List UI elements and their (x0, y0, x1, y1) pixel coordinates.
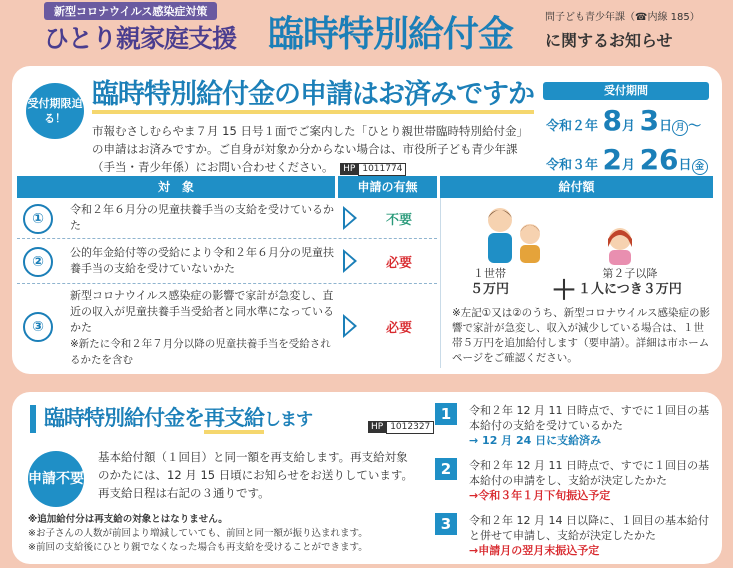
payment-first (470, 266, 509, 298)
resupply-body: 基本給付額（１回目）と同一額を再支給します。再支給対象のかたには、12 月 15 日頃にお知らせをお送りしています。再支給日程は右記の３通りです。 (98, 450, 413, 500)
arrow-icon (343, 206, 357, 230)
row-condition: 令和２年６月分の児童扶養手当の支給を受けているかた (70, 203, 334, 232)
child-illustration (600, 225, 640, 265)
note-3: ※前回の支給後にひとり親でなくなった場合も再支給を受けることができます。 (28, 542, 368, 553)
resupply-hp (365, 414, 434, 434)
arrow-icon (343, 314, 357, 338)
payment-first-label: １世帯 (473, 267, 506, 280)
th-application: 申請の有無 (338, 176, 437, 198)
period-end (546, 143, 708, 176)
intro-text (92, 122, 532, 176)
header-subtitle: ひとり親家庭支援 (44, 24, 237, 53)
th-amount: 給付額 (440, 176, 713, 198)
plus-icon: ＋ (551, 276, 578, 306)
step-number: 1 (435, 403, 457, 425)
payment-second-amount: １人につき３万円 (578, 282, 682, 297)
period-start-weekday: 月 (672, 120, 688, 136)
row-condition-text: 新型コロナウイルス感染症の影響で家計が急変し、直近の収入が児童扶養手当受給者と同水準になっているかた (70, 289, 334, 334)
step-description: 令和２年 12 月 11 日時点で、すでに１回目の基本給付の申請をし、支給が決定したかた (469, 459, 710, 487)
note-2: ※お子さんの人数が前回より増減していても、前回と同一額が振り込まれます。 (28, 528, 368, 539)
payment-note: ※左記①又は②のうち、新型コロナウイルス感染症の影響で家計が急変し、収入が減少している場合は、１世帯５万円を追加給付します（要申請）。詳細は市ホームページをご確認ください。 (452, 307, 710, 364)
period-end-day: 26 (639, 143, 679, 176)
row-number: ② (23, 247, 53, 277)
table-row (17, 284, 437, 368)
row-number: ① (23, 204, 53, 234)
row-need: 必要 (385, 256, 412, 271)
period-start-prefix: 令和２年 (546, 119, 599, 134)
hp-number[interactable]: 1012327 (386, 421, 434, 434)
table-row (17, 198, 437, 239)
deadline-badge: 受付期限迫る！ (26, 83, 84, 139)
section-question-title: 臨時特別給付金の申請はお済みですか (92, 80, 534, 114)
row-condition (70, 288, 335, 368)
step-number: 2 (435, 458, 457, 480)
resupply-title (30, 405, 312, 433)
payment-second-label: 第２子以降 (602, 267, 658, 280)
hp-label: HP (340, 163, 358, 175)
step-result: → 12 月 24 日に支給済み (469, 434, 602, 447)
header (0, 0, 733, 62)
period-start-month: 8 (602, 104, 623, 137)
header-tag: 新型コロナウイルス感染症対策 (44, 2, 217, 20)
step-number: 3 (435, 513, 457, 535)
arrow-icon (343, 249, 357, 273)
period-start-month-unit: 月 (622, 119, 636, 134)
header-notice: に関するお知らせ (545, 31, 673, 50)
row-need: 不要 (385, 213, 412, 228)
row-number: ③ (23, 312, 53, 342)
resupply-notes (28, 513, 428, 555)
intro-body: 市報むさしむらやま７月 15 日号１面でご案内した「ひとり親世帯臨時特別給付金」の申請はお済みですか。ご自身が対象か分からない場合は、市役所子ども青少年課（手当・青少年係）にお問い合わせください。 (92, 124, 528, 174)
step-text (469, 403, 715, 448)
no-application-badge: 申請不要 (28, 451, 84, 507)
page-title: 臨時特別給付金 (268, 14, 514, 55)
header-dept: 問子ども青少年課（☎内線 185） (545, 12, 700, 23)
note-1: ※追加給付分は再支給の対象とはなりません。 (28, 514, 228, 525)
hp-label: HP (368, 421, 386, 433)
step-description: 令和２年 12 月 11 日時点で、すでに１回目の基本給付の支給を受けているかた (469, 404, 710, 432)
row-need: 必要 (385, 321, 412, 336)
row-condition: 公的年金給付等の受給により令和２年６月分の児童扶養手当の支給を受けていないかた (70, 246, 334, 275)
step-result: →申請月の翌月末振込予定 (469, 544, 600, 557)
resupply-title-b: 再支給 (204, 406, 264, 434)
period-end-month: 2 (602, 143, 623, 176)
period-start-day-unit: 日 (659, 119, 673, 134)
period-end-day-unit: 日 (678, 158, 692, 173)
resupply-title-a: 臨時特別給付金を (44, 406, 204, 430)
step-description: 令和２年 12 月 14 日以降に、１回目の基本給付と併せて申請し、支給が決定したかた (469, 514, 709, 542)
period-end-prefix: 令和３年 (546, 158, 599, 173)
step-text (469, 458, 715, 503)
parent-child-illustration (480, 202, 550, 264)
hp-number[interactable]: 1011774 (358, 163, 406, 176)
payment-first-amount: ５万円 (470, 282, 510, 297)
period-label: 受付期間 (543, 82, 709, 100)
period-end-month-unit: 月 (622, 158, 636, 173)
step-text (469, 513, 715, 558)
period-end-weekday: 金 (692, 159, 708, 175)
th-target: 対 象 (17, 176, 335, 198)
resupply-title-c: します (264, 410, 312, 430)
table-row (17, 239, 437, 284)
period-start (546, 104, 701, 137)
period-start-day: 3 (639, 104, 660, 137)
step-result: →令和３年１月下旬振込予定 (469, 489, 611, 502)
row-condition-note: ※新たに令和２年７月分以降の児童扶養手当を受給されるかたを含む (70, 338, 331, 366)
period-start-suffix: 〜 (688, 119, 702, 134)
payment-second (578, 266, 682, 298)
